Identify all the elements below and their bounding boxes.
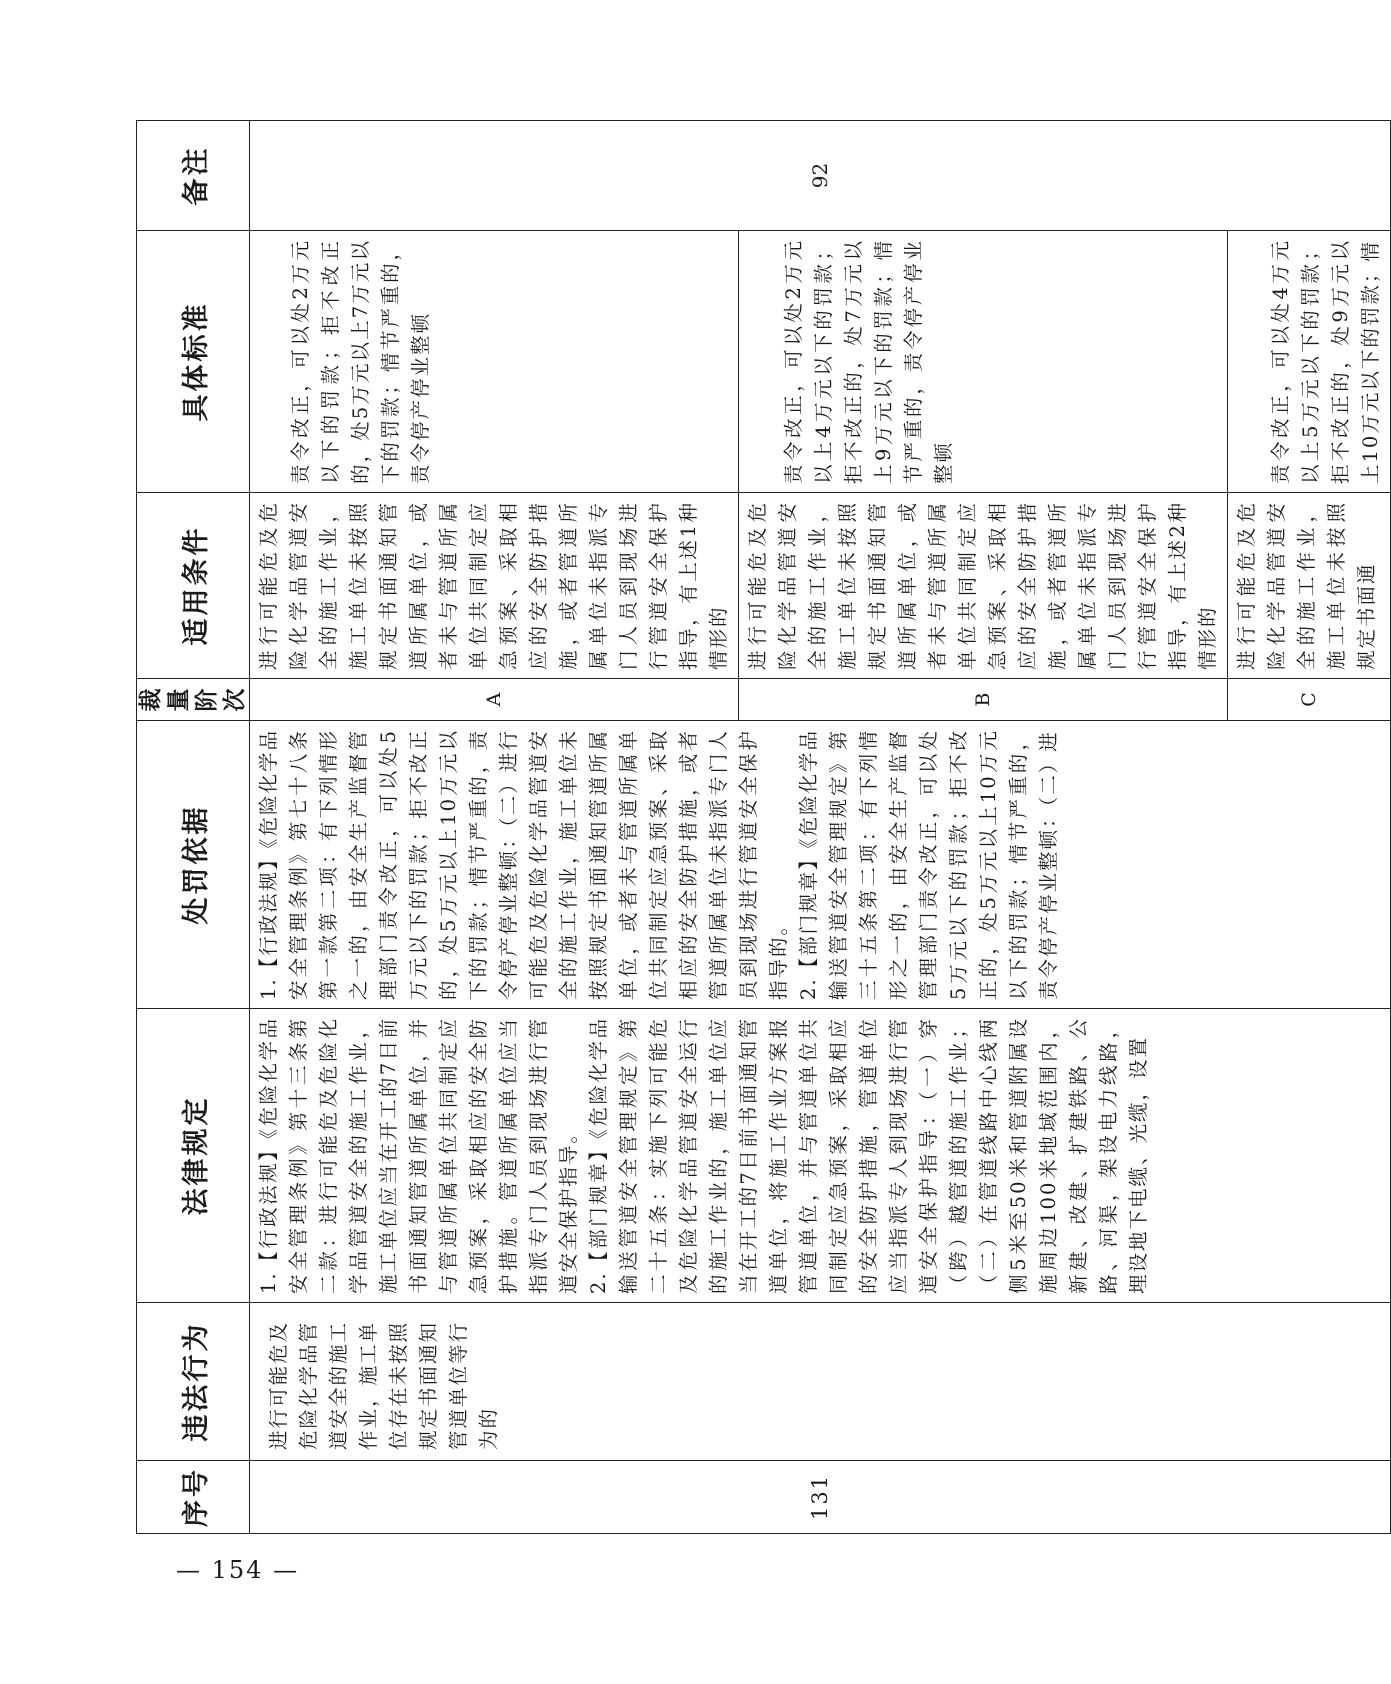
header-std: 具体标准 bbox=[137, 231, 250, 493]
note-cell: 92 bbox=[250, 121, 1391, 231]
condition-c-cell: 进行可能危及危险化学品管道安全的施工作业，施工单位未按照规定书面通 bbox=[1228, 493, 1391, 679]
header-penalty: 处罚依据 bbox=[137, 721, 250, 1009]
standard-b-cell: 责令改正，可以处2万元以上4万元以下的罚款；拒不改正的，处7万元以上9万元以下的罚款；情节严重的，责令停产停业整顿 bbox=[739, 231, 1228, 493]
header-law: 法律规定 bbox=[137, 1009, 250, 1303]
penalty-basis-cell: 1.【行政法规】《危险化学品安全管理条例》第七十八条第一款第二项：有下列情形之一的，由安全生产监督管理部门责令改正，可以处5万元以下的罚款；拒不改正的，处5万元以上10万元以下的罚款；情节严重的，责令停产停业整顿：（二）进行可能危及危险化学品管道安全的施工作业，施工单位未按照规定书面通知管道所属单位，或者未与管道所属单位共同制定应急预案、采取相应的安全防护措施，或者管道所属单位未指派专门人员到现场进行管道安全保护指导的。 2.【部门规章】《危险化学品输送管道安全管理规定》第三十五条第二项：有下列情形之一的，由安全生产监督管理部门责令改正，可以处5万元以下的罚款；拒不改正的，处5万元以上10万元以下的罚款；情节严重的，责令停产停业整顿：（二）进 bbox=[250, 721, 1391, 1009]
header-seq: 序号 bbox=[137, 1461, 250, 1534]
seq-cell: 131 bbox=[250, 1461, 1391, 1534]
header-grade: 裁量 阶次 bbox=[137, 679, 250, 721]
illegal-act-cell: 进行可能危及危险化学品管道安全的施工作业，施工单位存在未按照规定书面通知管道单位等行为的 bbox=[250, 1303, 1391, 1461]
standard-c-cell: 责令改正，可以处4万元以上5万元以下的罚款；拒不改正的，处9万元以上10万元以下的罚款；情 bbox=[1228, 231, 1391, 493]
law-cell: 1.【行政法规】《危险化学品安全管理条例》第十三条第二款：进行可能危及危险化学品管道安全的施工作业，施工单位应当在开工的7日前书面通知管道所属单位，并与管道所属单位共同制定应急预案，采取相应的安全防护措施。管道所属单位应当指派专门人员到现场进行管道安全保护指导。 2.【部门规章】《危险化学品输送管道安全管理规定》第二十五条：实施下列可能危及危险化学品管道安全运行的施工作业的，施工单位应当在开工的7日前书面通知管道单位，将施工作业方案报管道单位，并与管道单位共同制定应急预案，采取相应的安全防护措施，管道单位应当指派专人到现场进行管道安全保护指导：（一）穿（跨）越管道的施工作业；（二）在管道线路中心线两侧5米至50米和管道附属设施周边100米地域范围内，新建、改建、扩建铁路、公路、河渠，架设电力线路，埋设地下电缆、光缆，设置 bbox=[250, 1009, 1391, 1303]
table-row bbox=[250, 121, 739, 1534]
header-cond: 适用条件 bbox=[137, 493, 250, 679]
penalty-standard-table bbox=[136, 120, 1391, 1534]
page-number: — 154 — bbox=[176, 1556, 300, 1584]
header-act: 违法行为 bbox=[137, 1303, 250, 1461]
table-header-row bbox=[137, 121, 250, 1534]
condition-a-cell: 进行可能危及危险化学品管道安全的施工作业，施工单位未按照规定书面通知管道所属单位，或者未与管道所属单位共同制定应急预案、采取相应的安全防护措施，或者管道所属单位未指派专门人员到现场进行管道安全保护指导，有上述1种情形的 bbox=[250, 493, 739, 679]
header-note: 备注 bbox=[137, 121, 250, 231]
rotated-table-page bbox=[136, 121, 1382, 1534]
grade-b-cell: B bbox=[739, 679, 1228, 721]
grade-a-cell: A bbox=[250, 679, 739, 721]
condition-b-cell: 进行可能危及危险化学品管道安全的施工作业，施工单位未按照规定书面通知管道所属单位，或者未与管道所属单位共同制定应急预案、采取相应的安全防护措施，或者管道所属单位未指派专门人员到现场进行管道安全保护指导，有上述2种情形的 bbox=[739, 493, 1228, 679]
standard-a-cell: 责令改正，可以处2万元以下的罚款；拒不改正的，处5万元以上7万元以下的罚款；情节严重的，责令停产停业整顿 bbox=[250, 231, 739, 493]
grade-c-cell: C bbox=[1228, 679, 1391, 721]
